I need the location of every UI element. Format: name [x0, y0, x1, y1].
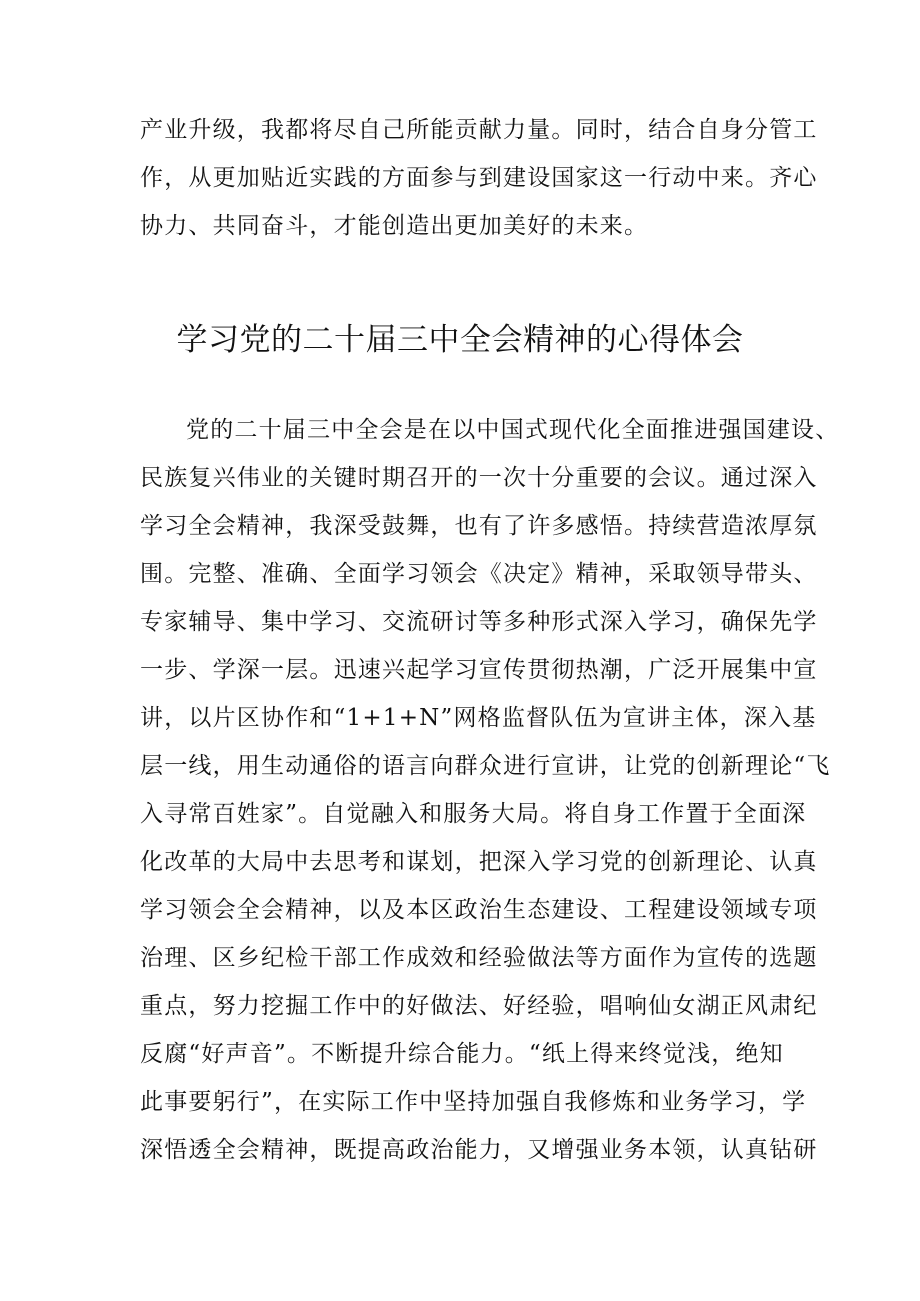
- text-line: 化改革的大局中去思考和谋划，把深入学习党的创新理论、认真: [140, 849, 818, 875]
- text-line: 治理、区乡纪检干部工作成效和经验做法等方面作为宣传的选题: [140, 945, 818, 971]
- text-line: 民族复兴伟业的关键时期召开的一次十分重要的会议。通过深入: [140, 465, 818, 491]
- text-line: 反腐“好声音”。不断提升综合能力。“纸上得来终觉浅，绝知: [140, 1041, 784, 1067]
- text-line: 专家辅导、集中学习、交流研讨等多种形式深入学习，确保先学: [140, 609, 818, 635]
- text-line: 围。完整、准确、全面学习领会《决定》精神，采取领导带头、: [140, 561, 818, 587]
- text-line: 产业升级，我都将尽自己所能贡献力量。同时，结合自身分管工: [140, 117, 818, 143]
- text-line: 重点，努力挖掘工作中的好做法、好经验，唱响仙女湖正风肃纪: [140, 993, 818, 1019]
- text-line: 一步、学深一层。迅速兴起学习宣传贯彻热潮，广泛开展集中宣: [140, 657, 818, 683]
- text-line: 讲，以片区协作和“1+1+N”网格监督队伍为宣讲主体，深入基: [140, 705, 817, 731]
- text-line: 党的二十届三中全会是在以中国式现代化全面推进强国建设、: [186, 417, 840, 443]
- document-title: 学习党的二十届三中全会精神的心得体会: [176, 322, 744, 358]
- text-line: 作，从更加贴近实践的方面参与到建设国家这一行动中来。齐心: [140, 165, 818, 191]
- text-line: 协力、共同奋斗，才能创造出更加美好的未来。: [140, 213, 649, 239]
- text-line: 学习全会精神，我深受鼓舞，也有了许多感悟。持续营造浓厚氛: [140, 513, 818, 539]
- text-line: 入寻常百姓家”。自觉融入和服务大局。将自身工作置于全面深: [140, 801, 807, 827]
- text-line: 学习领会全会精神，以及本区政治生态建设、工程建设领域专项: [140, 897, 818, 923]
- carryover-paragraph: [140, 106, 818, 250]
- body-paragraph: [140, 406, 840, 1174]
- text-line: 深悟透全会精神，既提高政治能力，又增强业务本领，认真钻研: [140, 1137, 818, 1163]
- text-line: 此事要躬行”，在实际工作中坚持加强自我修炼和业务学习，学: [140, 1089, 807, 1115]
- text-line: 层一线，用生动通俗的语言向群众进行宣讲，让党的创新理论“飞: [140, 753, 831, 779]
